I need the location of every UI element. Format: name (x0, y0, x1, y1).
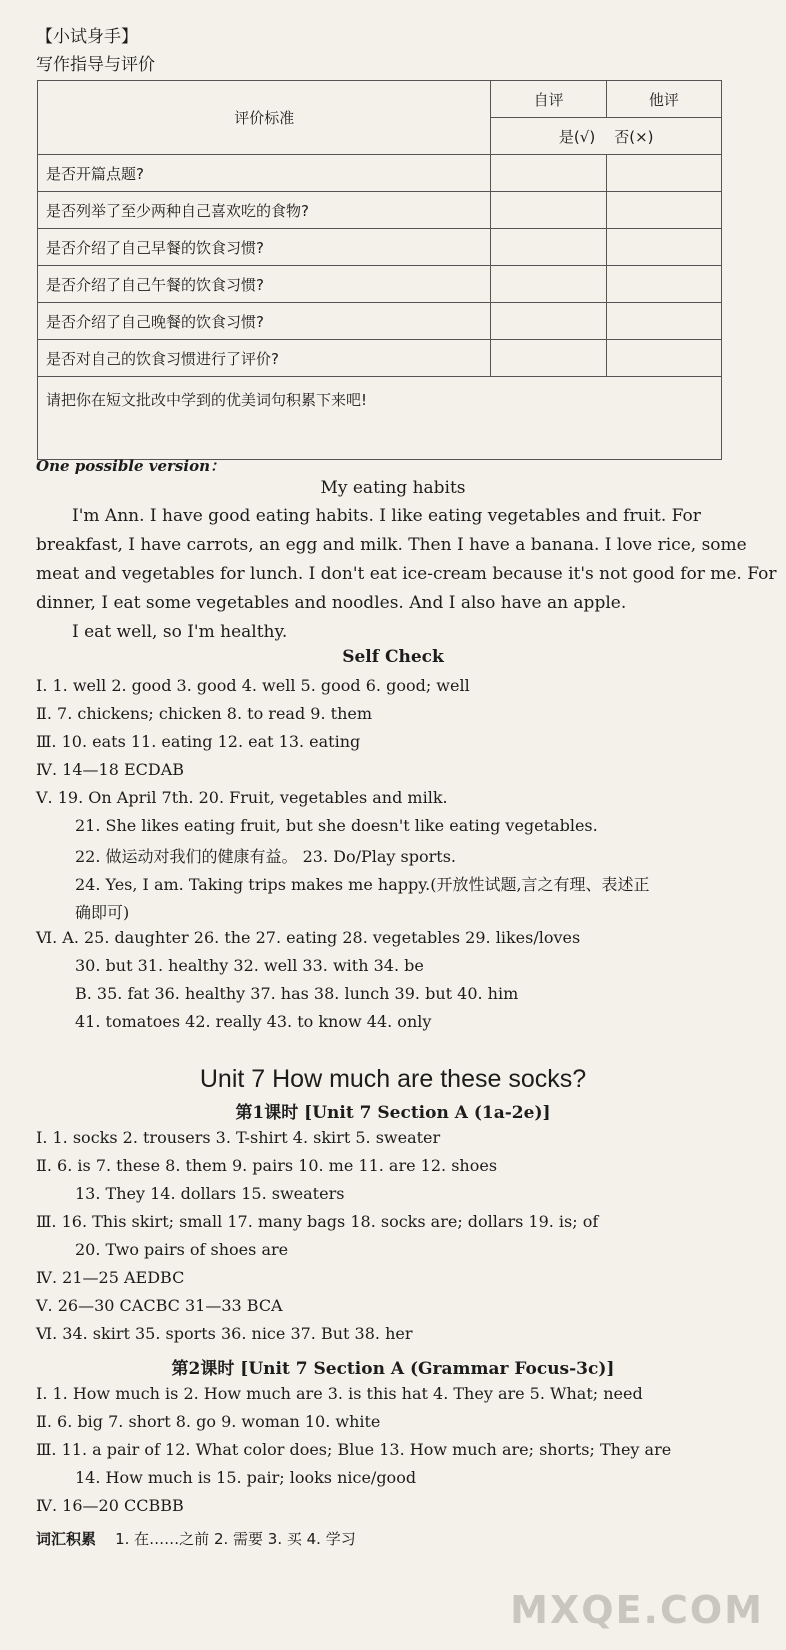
section-tag: 【小试身手】 (36, 27, 138, 47)
answer-line: Ⅵ. A. 25. daughter 26. the 27. eating 28. vegetables 29. likes/loves (36, 928, 581, 947)
answer-line: Ⅱ. 6. is 7. these 8. them 9. pairs 10. me 11. are 12. shoes (36, 1156, 498, 1175)
self-cell (491, 155, 606, 192)
self-cell (491, 229, 606, 266)
criteria-row: 是否开篇点题? (38, 155, 491, 192)
essay-line: I'm Ann. I have good eating habits. I like eating vegetables and fruit. For (72, 506, 701, 526)
section-title: 写作指导与评价 (36, 55, 155, 75)
essay-line: dinner, I eat some vegetables and noodles. And I also have an apple. (36, 593, 627, 613)
table-footer: 请把你在短文批改中学到的优美词句积累下来吧! (38, 377, 722, 460)
peer-cell (606, 155, 721, 192)
answer-line: Ⅴ. 26—30 CACBC 31—33 BCA (36, 1296, 283, 1315)
evaluation-table (37, 80, 722, 460)
answer-line: 22. 做运动对我们的健康有益。 23. Do/Play sports. (75, 847, 457, 866)
essay-line: I eat well, so I'm healthy. (72, 622, 288, 642)
answer-line: 21. She likes eating fruit, but she doesn't like eating vegetables. (75, 816, 598, 835)
self-cell (491, 192, 606, 229)
self-cell (491, 303, 606, 340)
criteria-row: 是否介绍了自己午餐的饮食习惯? (38, 266, 491, 303)
unit-title: Unit 7 How much are these socks? (199, 1065, 587, 1093)
peer-cell (606, 192, 721, 229)
essay-line: meat and vegetables for lunch. I don't eat ice-cream because it's not good for me. For (36, 564, 777, 584)
answer-line: Ⅳ. 21—25 AEDBC (36, 1268, 185, 1287)
no-label: 否(×) (614, 127, 654, 146)
answer-line: Ⅰ. 1. How much is 2. How much are 3. is this hat 4. They are 5. What; need (36, 1384, 643, 1403)
answer-line: 30. but 31. healthy 32. well 33. with 34. be (75, 956, 424, 975)
answer-line: 20. Two pairs of shoes are (75, 1240, 289, 1259)
vocab-text: 1. 在……之前 2. 需要 3. 买 4. 学习 (115, 1530, 356, 1548)
answer-line: Ⅵ. 34. skirt 35. sports 36. nice 37. But 38. her (36, 1324, 413, 1343)
yes-no-header (491, 118, 722, 155)
answer-line: Ⅳ. 14—18 ECDAB (36, 760, 185, 779)
essay-label: One possible version： (36, 457, 225, 475)
answer-line: 41. tomatoes 42. really 43. to know 44. only (75, 1012, 432, 1031)
answer-line: 确即可) (75, 903, 130, 922)
self-cell (491, 340, 606, 377)
answer-line: B. 35. fat 36. healthy 37. has 38. lunch 39. but 40. him (75, 984, 519, 1003)
vocab-label: 词汇积累 (36, 1530, 97, 1548)
answer-line: Ⅳ. 16—20 CCBBB (36, 1496, 184, 1515)
self-check-title: Self Check (342, 647, 444, 667)
self-cell (491, 266, 606, 303)
answer-line: Ⅴ. 19. On April 7th. 20. Fruit, vegetables and milk. (36, 788, 448, 807)
answer-line: Ⅲ. 10. eats 11. eating 12. eat 13. eating (36, 732, 361, 751)
criteria-header: 评价标准 (38, 81, 491, 155)
answer-line: Ⅲ. 11. a pair of 12. What color does; Blue 13. How much are; shorts; They are (36, 1440, 672, 1459)
peer-eval-header: 他评 (606, 81, 721, 118)
criteria-row: 是否介绍了自己晚餐的饮食习惯? (38, 303, 491, 340)
answer-line: Ⅱ. 7. chickens; chicken 8. to read 9. them (36, 704, 373, 723)
lesson1-title: 第1课时 [Unit 7 Section A (1a-2e)] (235, 1103, 551, 1123)
answer-line: 14. How much is 15. pair; looks nice/good (75, 1468, 417, 1487)
vocab-section (36, 1528, 356, 1549)
lesson2-title: 第2课时 [Unit 7 Section A (Grammar Focus-3c)] (171, 1359, 615, 1379)
watermark: MXQE.COM (510, 1588, 764, 1632)
criteria-row: 是否介绍了自己早餐的饮食习惯? (38, 229, 491, 266)
answer-line: 13. They 14. dollars 15. sweaters (75, 1184, 345, 1203)
answer-line: 24. Yes, I am. Taking trips makes me happy.(开放性试题,言之有理、表述正 (75, 875, 650, 894)
essay-line: breakfast, I have carrots, an egg and milk. Then I have a banana. I love rice, some (36, 535, 747, 555)
essay-title: My eating habits (320, 478, 466, 498)
answer-line: Ⅱ. 6. big 7. short 8. go 9. woman 10. white (36, 1412, 381, 1431)
criteria-row: 是否列举了至少两种自己喜欢吃的食物? (38, 192, 491, 229)
answer-line: Ⅰ. 1. well 2. good 3. good 4. well 5. good 6. good; well (36, 676, 470, 695)
criteria-row: 是否对自己的饮食习惯进行了评价? (38, 340, 491, 377)
yes-label: 是(√) (558, 127, 596, 146)
answer-line: Ⅲ. 16. This skirt; small 17. many bags 18. socks are; dollars 19. is; of (36, 1212, 599, 1231)
peer-cell (606, 229, 721, 266)
self-eval-header: 自评 (491, 81, 606, 118)
peer-cell (606, 303, 721, 340)
peer-cell (606, 340, 721, 377)
answer-line: Ⅰ. 1. socks 2. trousers 3. T-shirt 4. skirt 5. sweater (36, 1128, 441, 1147)
peer-cell (606, 266, 721, 303)
